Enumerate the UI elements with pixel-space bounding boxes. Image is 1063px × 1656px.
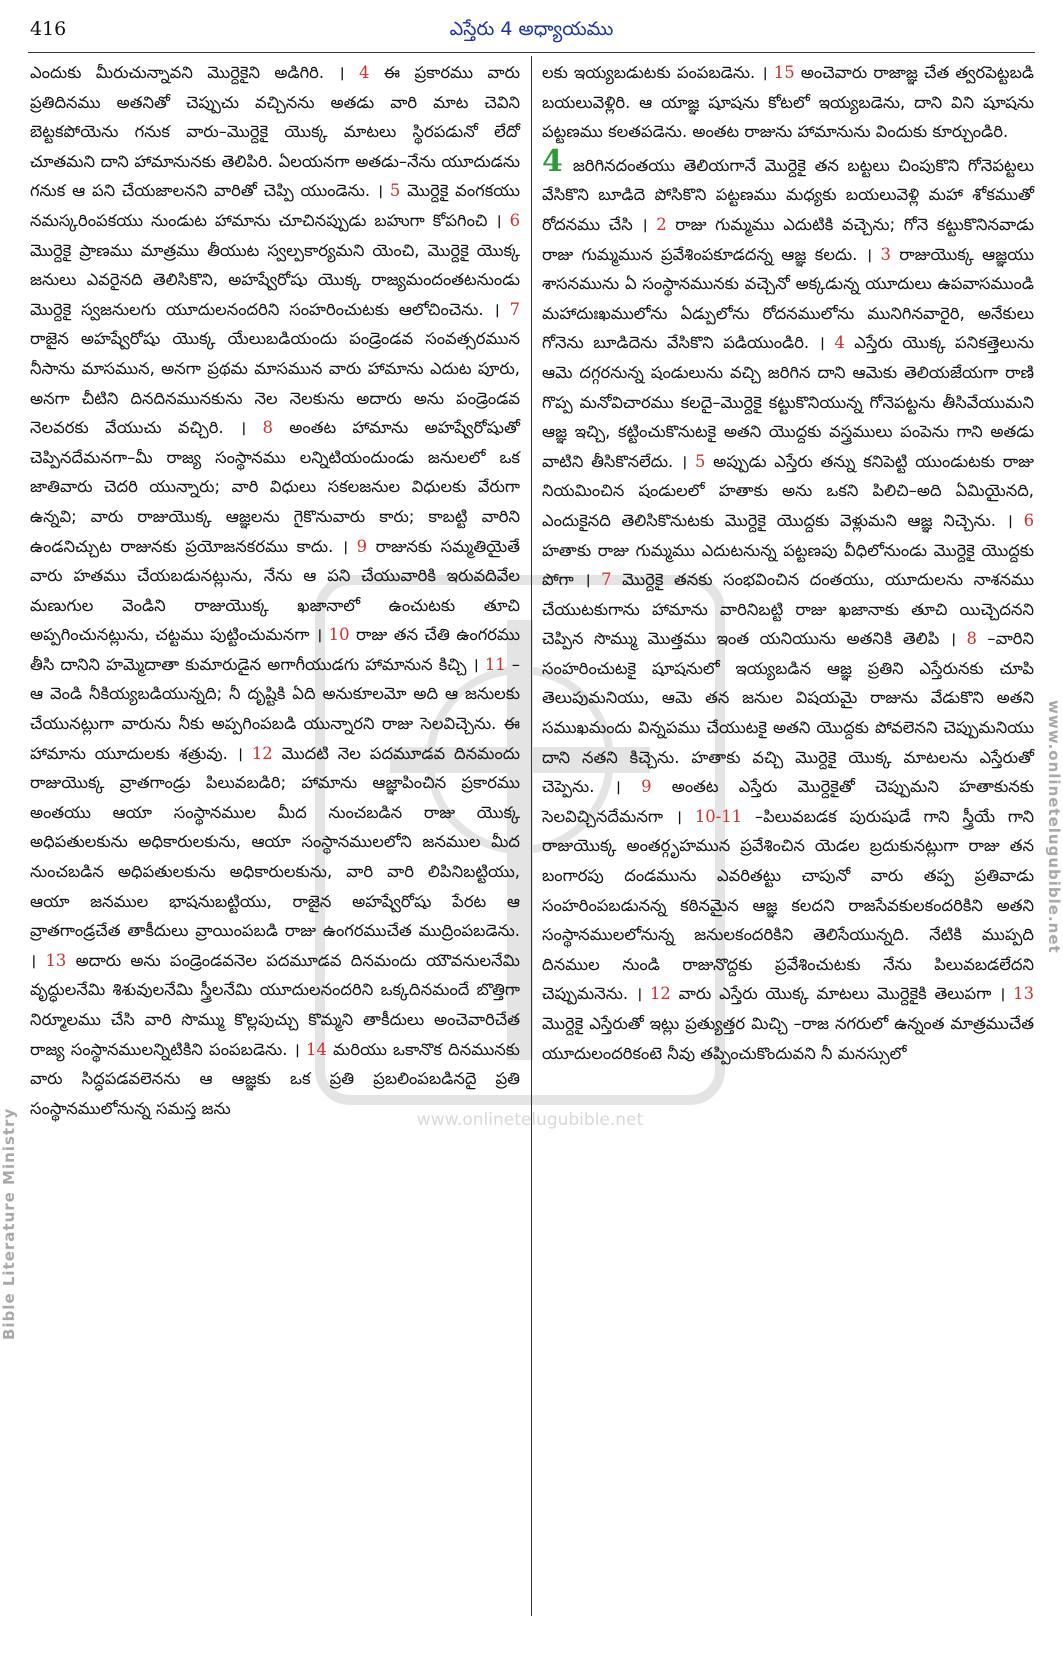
verse-number: 10-11 bbox=[694, 806, 743, 826]
verse-number: 8 bbox=[262, 418, 273, 438]
verse-number: 4 bbox=[359, 63, 370, 82]
verse-text: –వారిని సంహరించుటకై షూషనులో ఇయ్యబడిన ఆజ్ఞ ప్రతిని ఎస్తేరునకు చూపి తెలుపుమనియు, ఆమె తన జనుల విషయమై రాజును వేడుకొని అతని సముఖమందు విన్నపము చేయుటకై అతని యొద్దకు పోవలెనని చెప్పుమనియు దాని నతని కిచ్చెను. హతాకు వచ్చి మొర్దెకై యొక్క మాటలను ఎస్తేరుతో చెప్పెను. । bbox=[542, 629, 1034, 797]
verse-number: 7 bbox=[601, 570, 612, 590]
verse-number: 6 bbox=[1023, 510, 1034, 530]
page-number: 416 bbox=[30, 18, 67, 40]
verse-number: 12 bbox=[251, 743, 273, 763]
verse-text: అప్పుడు ఎస్తేరు తన్ను కనిపెట్టి యుండుటకు రాజు నియమించిన షండులలో హతాకు అను ఒకని పిలిచి–అది ఏమియైనది, ఎందుకైనది తెలిసికొనుటకు మొర్దెకై యొద్దకు వెళ్లుమని ఆజ్ఞ నిచ్చెను. । bbox=[542, 451, 1034, 530]
verse-text: మొర్దెకై ప్రాణము మాత్రము తీయుట స్వల్పకార్యమని యెంచి, మొర్దెకై యొక్క జనులు ఎవరైనది తెలిసికొని, అహష్వేరోషు యొక్క రాజ్యమందంతటనుండు మొర్దెకై స్వజనులగు యూదులనందరిని సంహరించుటకు ఆలోచించెను. । bbox=[30, 240, 520, 319]
verse-number: 8 bbox=[966, 629, 977, 649]
verse-text: ఈ ప్రకారము వారు ప్రతిదినము అతనితో చెప్పుచు వచ్చినను అతడు వారి మాట చెవిని బెట్టకపోయెను గనుక వారు–మొర్దెకై యొక్క మాటలు స్థిరపడునో లేదో చూతమని దాని హామానునకు తెలిపిరి. ఏలయనగా అతడు–నేను యూదుడను గనుక ఆ పని చేయజాలనని వారితో చెప్పి యుండెను. । bbox=[30, 63, 520, 201]
verse-text: అంతట ఎస్తేరు మొర్దెకైతో చెప్పుమని హతాకునకు సెలవిచ్చినదేమనగా । bbox=[542, 777, 1034, 826]
verse-text: మొర్దెకై తనకు సంభవించిన దంతయు, యూదులను నాశనము చేయుటకుగాను హామాను వారినిబట్టి రాజు ఖజానాకు తూచి యిచ్చెదనని చెప్పిన సొమ్ము మొత్తము ఇంత యనియును అతనికి తెలిపి । bbox=[542, 570, 1034, 649]
verse-text: రాజు గుమ్మము ఎదుటికి వచ్చెను; గోనె కట్టుకొనినవాడు రాజు గుమ్మమున ప్రవేశింపకూడదన్న ఆజ్ఞ కలదు. । bbox=[542, 214, 1034, 264]
verse-text: అదారు అను పండ్రెండవనెల పదమూడవ దినమందు యౌవనులనేమి వృద్ధులనేమి శిశువులనేమి స్త్రీలనేమి యూదులనందరిని ఒక్కదినమందే బొత్తిగా నిర్మూలము చేసి వారి సొమ్ము కొల్లపుచ్చు కొమ్మని తాకీదులు అంచెవారిచేత రాజ్య సంస్థానములన్నిటికిని పంపబడెను. । bbox=[30, 950, 520, 1059]
column-divider bbox=[531, 56, 532, 1616]
verse-number: 3 bbox=[880, 244, 891, 264]
verse-text: ఎందుకు మీరుచున్నావని మొర్దెకైని అడిగిరి. । bbox=[30, 63, 360, 82]
verse-number: 11 bbox=[484, 654, 506, 674]
watermark-url-center: www.onlinetelugubible.net bbox=[416, 1110, 644, 1130]
verse-text: జరిగినదంతయు తెలియగానే మొర్దెకై తన బట్టలు చింపుకొని గోనెపట్టలు వేసికొని బూడిదె పోసికొని పట్టణము మధ్యకు బయలువెళ్లి మహా శోకముతో రోదనము చేసి । bbox=[542, 155, 1034, 234]
verse-text: ఎస్తేరు యొక్క పనికత్తెలును ఆమె దగ్గరనున్న షండులును వచ్చి జరిగిన దాని ఆమెకు తెలియజేయగా రాణి గొప్ప మనోవిచారము కలదై–మొర్దెకై కట్టుకొనియున్న గోనెపట్టను తీసివేయుమని ఆజ్ఞ ఇచ్చి, కట్టించుకొనుటకై అతని యొద్దకు వస్త్రములు పంపెను గాని అతడు వాటిని తీసికొనలేదు. । bbox=[542, 333, 1034, 471]
verse-number: 5 bbox=[389, 181, 401, 201]
verse-text: లకు ఇయ్యబడుటకు పంపబడెను. । bbox=[542, 63, 774, 82]
verse-number: 5 bbox=[694, 451, 706, 471]
verse-text: మొర్దెకై వంగకయు నమస్కరింపకయు నుండుట హామాను చూచినప్పుడు బహుగా కోపగించి । bbox=[30, 181, 520, 230]
running-head-title: ఎస్తేరు 4 అధ్యాయము bbox=[449, 18, 614, 40]
verse-number: 9 bbox=[356, 536, 368, 556]
verse-number: 10 bbox=[328, 625, 350, 645]
verse-number: 14 bbox=[306, 1039, 327, 1059]
verse-text: వారు ఎస్తేరు యొక్క మాటలు మొర్దెకైకి తెలుపగా । bbox=[670, 984, 1014, 1004]
verse-text: మరియు ఒకానొక దినమునకు వారు సిద్ధపడవలెనను ఆ ఆజ్ఞకు ఒక ప్రతి ప్రబలింపబడినదై ప్రతి సంస్థానములోనున్న సమస్త జను bbox=[30, 1039, 520, 1118]
verse-number: 15 bbox=[773, 63, 795, 82]
watermark-website: www.onlinetelugubible.net bbox=[1045, 700, 1063, 954]
verse-text: –ఆ వెండి నీకియ్యబడియున్నది; నీ దృష్టికి ఏది అనుకూలమో అది ఆ జనులకు చేయునట్లుగా వారును నీకు అప్పగింపబడి యున్నారని రాజు సెలవిచ్చెను. ఈ హామాను యూదులకు శత్రువు. । bbox=[30, 654, 520, 763]
verse-text: అంచెవారు రాజాజ్ఞ చేత త్వరపెట్టబడి బయలువెళ్లిరి. ఆ యాజ్ఞ షూషను కోటలో ఇయ్యబడెను, దాని విని షూషను పట్టణము కలతపడెను. అంతట రాజును హామానును విందుకు కూర్చుండిరి. bbox=[542, 63, 1034, 142]
verse-text: మొర్దెకై ఎస్తేరుతో ఇట్లు ప్రత్యుత్తర మిచ్చి –రాజ నగరులో ఉన్నంత మాత్రముచేత యూదులందరికంటె నీవు తప్పించుకొందువని నీ మనస్సులో bbox=[542, 1014, 1034, 1063]
verse-text: రాజైన అహష్వేరోషు యొక్క యేలుబడియందు పండ్రెండవ సంవత్సరమున నీసాను మాసమున, అనగా ప్రథమ మాసమున వారు హామాను ఎదుట పూరు, అనగా చీటిని దినదినమునకును నెల నెలకును అదారు అను పండ్రెండవ నెలవరకు వేయుచు వచ్చిరి. । bbox=[30, 329, 520, 438]
verse-number: 13 bbox=[1013, 984, 1034, 1004]
header-rule bbox=[28, 52, 1035, 53]
verse-number: 9 bbox=[641, 777, 652, 797]
verse-text: రాజుయొక్క ఆజ్ఞయు శాసనమును ఏ సంస్థానమునకు వచ్చెనో అక్కడున్న యూదులు ఉపవాసముండి మహాదుఃఖములోను ఏడ్పులోను రోదనములోను మునిగినవారైరి, అనేకులు గోనెను బూడిదెను వేసికొని పడియుండిరి. । bbox=[542, 244, 1034, 353]
left-column bbox=[30, 58, 520, 1123]
verse-text: –పిలువబడక పురుషుడే గాని స్త్రీయే గాని రాజుయొక్క అంతర్గృహమున ప్రవేశించిన యెడల బ్రదుకునట్లుగా రాజు తన బంగారపు దండమును ఎవరితట్టు చాపునో వారు తప్ప ప్రతివాడు సంహరింపబడునన్న కఠినమైన ఆజ్ఞ కలదని రాజసేవకులకందరికిని అతని సంస్థానములలోనున్న జనులకందరికిని తెలిసేయున్నది. నేటికి ముప్పది దినముల నుండి రాజునొద్దకు ప్రవేశించుటకు నేను పిలువబడలేదని చెప్పుమనెను. । bbox=[542, 806, 1034, 1004]
right-column bbox=[542, 58, 1034, 1068]
verse-number: 4 bbox=[834, 333, 845, 353]
verse-text: హతాకు రాజు గుమ్మము ఎదుటనున్న పట్టణపు వీధిలోనుండు మొర్దెకై యొద్దకు పోగా । bbox=[542, 540, 1034, 590]
verse-number: 2 bbox=[656, 214, 667, 234]
verse-text: రాజునకు సమ్మతియైతే వారు హతము చేయబడునట్లును, నేను ఆ పని చేయువారికి ఇరువదివేల మణుగుల వెండిని రాజుయొక్క ఖజానాలో ఉంచుటకు తూచి అప్పగించునట్లును, చట్టము పుట్టించుమనగా । bbox=[30, 536, 520, 645]
verse-number: 7 bbox=[509, 299, 520, 319]
verse-number: 6 bbox=[509, 210, 520, 230]
verse-number: 13 bbox=[45, 950, 67, 970]
verse-text: మొదటి నెల పదమూడవ దినమందు రాజుయొక్క వ్రాతగాండ్రు పిలువబడిరి; హామాను ఆజ్ఞాపించిన ప్రకారము అంతయు ఆయా సంస్థానముల మీద నుంచబడిన రాజు యొక్క అధిపతులకును అధికారులకును, ఆయా సంస్థానములలోని జనముల మీద నుంచబడిన అధిపతులకును అధికారులకును, వారి వారి లిపినిబట్టియు, ఆయా జనముల భాషనుబట్టియు, రాజైన అహష్వేరోషు పేరట ఆ వ్రాతగాండ్రచేత తాకీదులు వ్రాయింపబడి రాజు ఉంగరముచేత ముద్రింపబడెను. । bbox=[30, 743, 520, 970]
watermark-ministry: Bible Literature Ministry bbox=[0, 1107, 18, 1340]
verse-text: రాజు తన చేతి ఉంగరము తీసి దానిని హమ్మెదాతా కుమారుడైన అగాగీయుడగు హామానున కిచ్చి । bbox=[30, 625, 520, 674]
verse-number: 12 bbox=[650, 984, 671, 1004]
verse-text: అంతట హామాను అహష్వేరోషుతో చెప్పినదేమనగా–మీ రాజ్య సంస్థానము లన్నిటియందుండు జనులలో ఒక జాతివారు చెదరి యున్నారు; వారి విధులు సకలజనుల విధులకు వేరుగా ఉన్నవి; వారు రాజుయొక్క ఆజ్ఞలను గైకొనువారు కారు; కాబట్టి వారిని ఉండనిచ్చుట రాజునకు ప్రయోజనకరము కాదు. । bbox=[30, 418, 520, 556]
chapter-number: 4 bbox=[542, 143, 563, 179]
